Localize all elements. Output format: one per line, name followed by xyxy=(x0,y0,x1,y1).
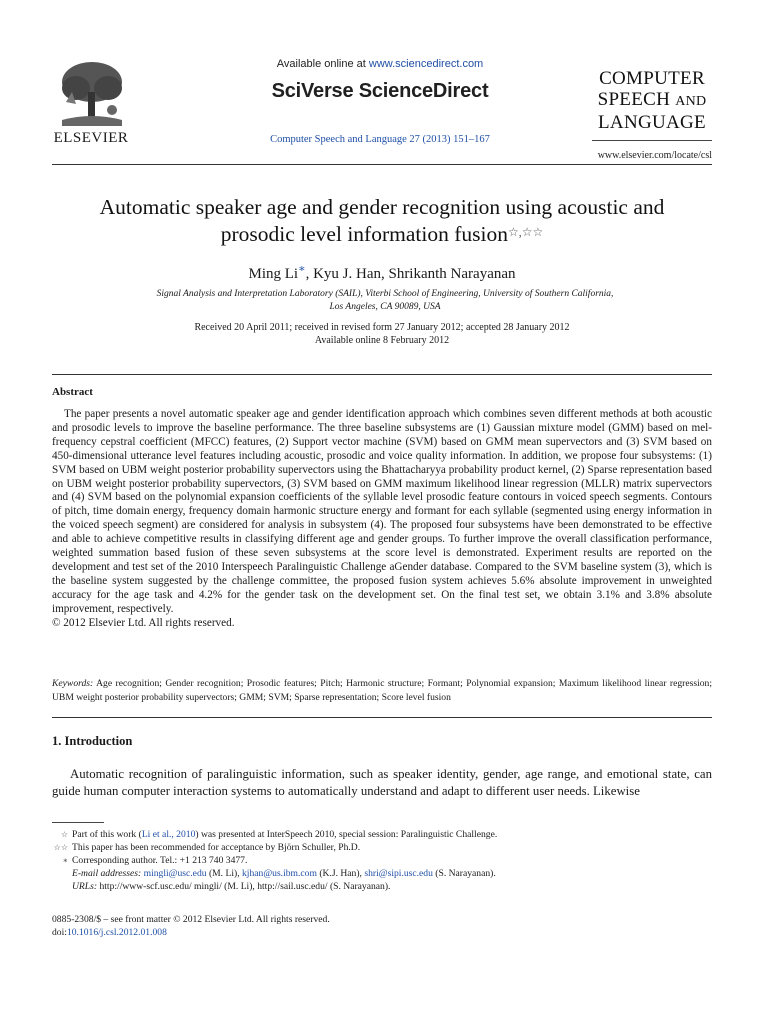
abstract-text: The paper presents a novel automatic speaker age and gender identification approach which combines seven different methods at both acoustic and prosodic levels to improve the baseline performance. The three baseline subsystems are (1) Gaussian mixture model (GMM) based on mel-frequency cepstral coefficient (MFCC) features, (2) Support vector machine (SVM) based on GMM mean supervectors and (3) SVM based on 450-dimensional utterance level features including acoustic, prosodic and voice quality information. In addition, we propose four subsystems: (1) SVM based on UBM weight posterior probability supervectors using the Bhattacharyya probability product kernel, (2) Sparse representation based on UBM weight posterior probability supervectors, (3) SVM based on GMM maximum likelihood linear regression (MLLR) matrix supervectors and (4) SVM based on the polynomial expansion coefficients of the syllable level prosodic feature contours in voiced speech segments. Contours of pitch, time domain energy, frequency domain harmonic structure energy and formant for each syllable (segmented using energy information in the voiced speech segment) are considered for analysis in subsystem (4). The proposed four subsystems have been demonstrated to be effective and able to achieve competitive results in classifying different age and gender groups. To further improve the overall classification performance, weighted summation based fusion of these seven subsystems at the score level is demonstrated. Experiment results are reported on the development and test set of the 2010 Interspeech Paralinguistic Challenge aGender database. Compared to the SVM baseline system (3), which is the baseline system suggested by the challenge committee, the proposed fusion system achieves 5.6% absolute improvement in unweighted accuracy for the age task and 4.2% for the gender task on the development set. On the final test set, we obtain 3.1% and 3.8% absolute improvement, respectively. xyxy=(52,408,712,615)
urls: URLs: http://www-scf.usc.edu/ mingli/ (M. Li), http://sail.usc.edu/ (S. Narayanan). xyxy=(72,881,391,892)
keywords-list: Age recognition; Gender recognition; Prosodic features; Pitch; Harmonic structure; Formant; Polynomial expansion; Maximum likelihood linear regression; UBM weight posterior probability supervectors; GMM; SVM; Sparse representation; Score level fusion xyxy=(52,678,712,703)
available-prefix: Available online at xyxy=(276,58,369,70)
section-heading: 1. Introduction xyxy=(52,734,133,748)
title-line1: Automatic speaker age and gender recognition using acoustic and xyxy=(99,195,665,219)
front-matter xyxy=(52,913,712,939)
doi-line: doi:10.1016/j.csl.2012.01.008 xyxy=(52,927,167,938)
journal-title-line2: SPEECH AND xyxy=(597,89,707,110)
title-line2: prosodic level information fusion☆,☆☆ xyxy=(220,222,544,246)
footnote-2: ☆☆ This paper has been recommended for acceptance by Björn Schuller, Ph.D. xyxy=(53,842,361,853)
journal-reference[interactable]: Computer Speech and Language 27 (2013) 151–167 xyxy=(270,134,490,145)
journal-title-line3: LANGUAGE xyxy=(598,112,706,133)
platform-logo[interactable]: SciVerse ScienceDirect xyxy=(271,80,489,102)
available-online-line xyxy=(180,58,580,70)
article-title xyxy=(52,194,712,248)
keywords-label: Keywords: xyxy=(52,678,94,689)
email-link-2[interactable]: kjhan@us.ibm.com xyxy=(242,868,317,879)
footnote-rule xyxy=(52,822,104,823)
abstract-copyright: © 2012 Elsevier Ltd. All rights reserved. xyxy=(52,616,235,629)
citation-link[interactable]: Li et al., 2010 xyxy=(141,829,196,840)
elsevier-tree-icon xyxy=(52,58,130,128)
keywords xyxy=(52,677,712,704)
journal-title-divider xyxy=(592,140,712,141)
email-addresses: E-mail addresses: mingli@usc.edu (M. Li), kjhan@us.ibm.com (K.J. Han), shri@sipi.usc.edu (S. Narayanan). xyxy=(72,868,496,879)
journal-title-line1: COMPUTER xyxy=(599,68,705,89)
publisher-name: ELSEVIER xyxy=(53,130,129,146)
author-list xyxy=(52,262,712,283)
abstract-bottom-rule xyxy=(52,717,712,718)
available-online-date: Available online 8 February 2012 xyxy=(314,335,450,346)
abstract-body xyxy=(52,408,712,631)
author-first[interactable]: Ming Li xyxy=(248,266,299,282)
abstract-top-rule xyxy=(52,374,712,375)
header-rule xyxy=(52,164,712,165)
email-link-1[interactable]: mingli@usc.edu xyxy=(143,868,207,879)
footnote-1: ☆ Part of this work (Li et al., 2010) was presented at InterSpeech 2010, special session: Paralinguistic Challenge. xyxy=(60,829,498,840)
sciencedirect-link[interactable]: www.sciencedirect.com xyxy=(368,58,484,70)
article-history xyxy=(52,321,712,347)
corresponding-author-mark[interactable]: ∗ xyxy=(298,263,306,275)
abstract-heading: Abstract xyxy=(52,386,93,398)
footnotes xyxy=(52,828,712,893)
issn-line: 0885-2308/$ – see front matter © 2012 Elsevier Ltd. All rights reserved. xyxy=(52,914,330,925)
author-rest[interactable]: , Kyu J. Han, Shrikanth Narayanan xyxy=(305,266,516,282)
email-link-3[interactable]: shri@sipi.usc.edu xyxy=(364,868,433,879)
title-footnote-marks[interactable]: ☆,☆☆ xyxy=(507,225,544,239)
journal-title xyxy=(588,68,716,133)
introduction-text: Automatic recognition of paralinguistic information, such as speaker identity, gender, age range, and emotional state, can guide human computer interaction systems to automatically understand and adapt to different user needs. Likewise xyxy=(52,767,712,798)
doi-link[interactable]: 10.1016/j.csl.2012.01.008 xyxy=(66,927,167,938)
journal-url[interactable]: www.elsevier.com/locate/csl xyxy=(597,150,712,161)
received-dates: Received 20 April 2011; received in revised form 27 January 2012; accepted 28 January 2012 xyxy=(194,322,570,333)
footnote-3: ∗ Corresponding author. Tel.: +1 213 740 3477. xyxy=(62,855,248,866)
affiliation: Signal Analysis and Interpretation Laboratory (SAIL), Viterbi School of Engineering, University of Southern California, Los Angeles, CA 90089, USA xyxy=(156,289,614,312)
